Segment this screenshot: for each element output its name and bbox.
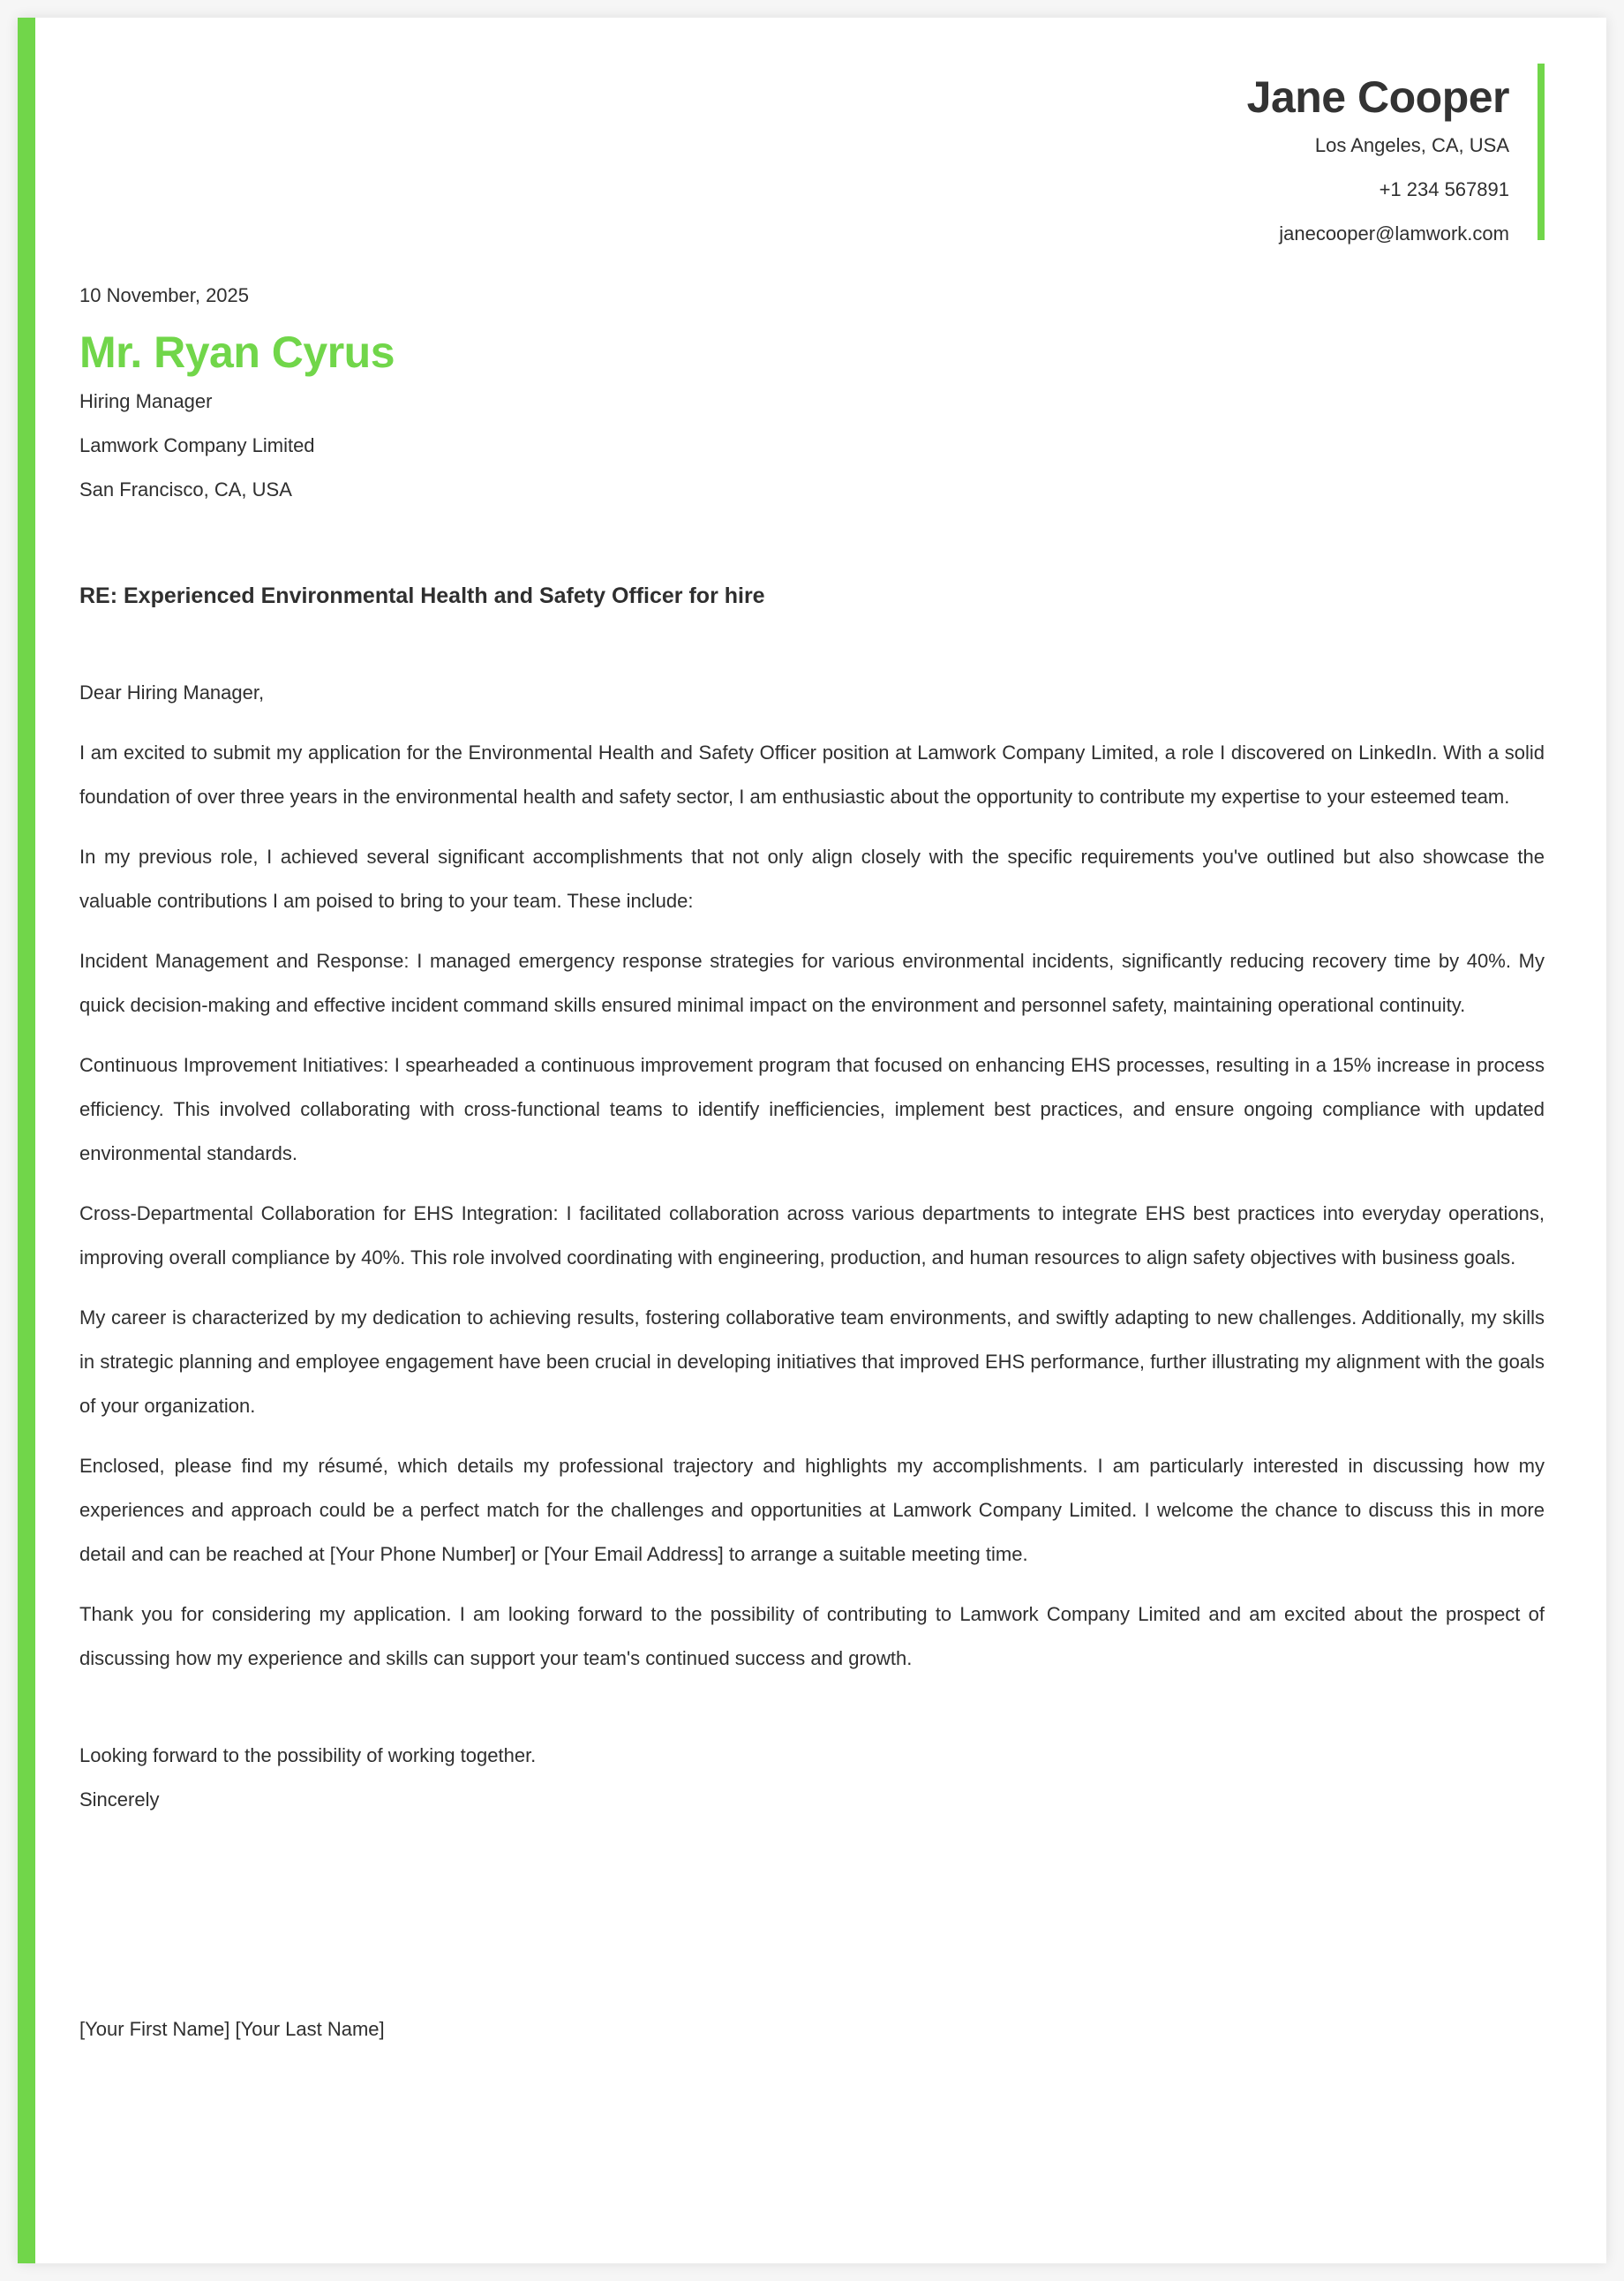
closing-block [79, 1734, 1545, 1822]
body-paragraph: Enclosed, please find my résumé, which details my professional trajectory and highlights my accomplishments. I am particularly interested in discussing how my experiences and approach could be a perfect match for the challenges and opportunities at Lamwork Company Limited. I welcome the chance to discuss this in more detail and can be reached at [Your Phone Number] or [Your Email Address] to arrange a suitable meeting time. [79, 1455, 1545, 1565]
sender-phone: +1 234 567891 [1379, 178, 1509, 200]
body-paragraph: Thank you for considering my application. I am looking forward to the possibility of contributing to Lamwork Company Limited and am excited about the prospect of discussing how my experience and skills can support your team's continued success and growth. [79, 1603, 1545, 1669]
sender-header [1246, 64, 1545, 245]
signoff: Sincerely [79, 1788, 160, 1810]
letter-subject: RE: Experienced Environmental Health and Safety Officer for hire [79, 583, 765, 608]
body-paragraph: Continuous Improvement Initiatives: I spearheaded a continuous improvement program that focused on enhancing EHS processes, resulting in a 15% increase in process efficiency. This involved collaborating with cross-functional teams to identify inefficiencies, implement best practices, and ensure ongoing compliance with updated environmental standards. [79, 1054, 1545, 1164]
recipient-location: San Francisco, CA, USA [79, 478, 292, 501]
body-paragraph: Incident Management and Response: I managed emergency response strategies for various environmental incidents, significantly reducing recovery time by 40%. My quick decision-making and effective incident command skills ensured minimal impact on the environment and personnel safety, maintaining operational continuity. [79, 950, 1545, 1016]
letter-page [18, 18, 1606, 2263]
sender-email: janecooper@lamwork.com [1279, 222, 1509, 245]
body-paragraph: Cross-Departmental Collaboration for EHS Integration: I facilitated collaboration across various departments to integrate EHS best practices into everyday operations, improving overall compliance by 40%. This role involved coordinating with engineering, production, and human resources to align safety objectives with business goals. [79, 1202, 1545, 1268]
recipient-name: Mr. Ryan Cyrus [79, 327, 395, 377]
body-paragraph: In my previous role, I achieved several significant accomplishments that not only align closely with the specific requirements you've outlined but also showcase the valuable contributions I am poised to bring to your team. These include: [79, 846, 1545, 912]
recipient-title: Hiring Manager [79, 390, 213, 412]
body-paragraph: I am excited to submit my application for the Environmental Health and Safety Officer position at Lamwork Company Limited, a role I discovered on LinkedIn. With a solid foundation of over three years in the environmental health and safety sector, I am enthusiastic about the opportunity to contribute my expertise to your esteemed team. [79, 742, 1545, 808]
body-paragraph: My career is characterized by my dedication to achieving results, fostering collaborative team environments, and swiftly adapting to new challenges. Additionally, my skills in strategic planning and employee engagement have been crucial in developing initiatives that improved EHS performance, further illustrating my alignment with the goals of your organization. [79, 1306, 1545, 1417]
sender-name: Jane Cooper [1246, 72, 1509, 122]
accent-left-bar [18, 18, 35, 2263]
salutation: Dear Hiring Manager, [79, 681, 265, 704]
letter-date: 10 November, 2025 [79, 284, 250, 306]
signature-name: [Your First Name] [Your Last Name] [79, 2018, 385, 2040]
recipient-company: Lamwork Company Limited [79, 434, 315, 456]
closing-line: Looking forward to the possibility of working together. [79, 1744, 537, 1766]
sender-location: Los Angeles, CA, USA [1314, 134, 1509, 156]
letter-content [79, 274, 1545, 2051]
